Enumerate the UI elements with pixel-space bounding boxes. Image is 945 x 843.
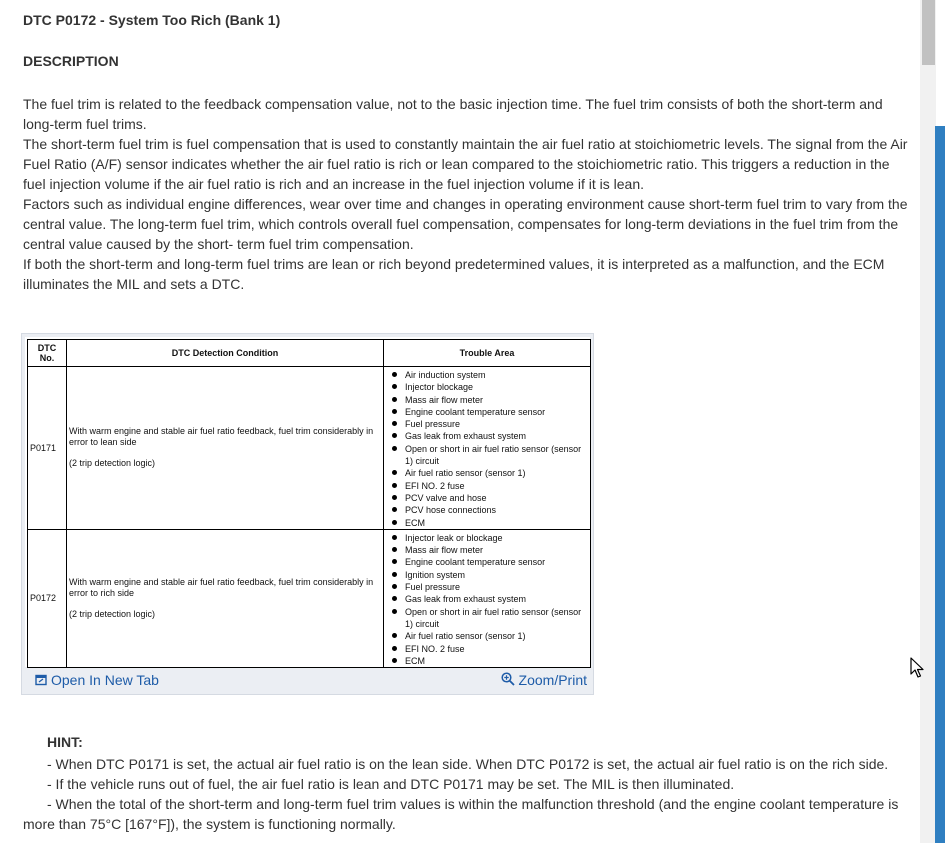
hint-item: - When DTC P0171 is set, the actual air fuel ratio is on the lean side. When DTC P0172 is set, the actual air fuel ratio is on the rich side. (47, 756, 889, 772)
side-panel-edge (935, 126, 945, 843)
list-item: Mass air flow meter (390, 544, 586, 556)
open-new-tab-icon (35, 674, 47, 686)
description-heading: DESCRIPTION (23, 53, 119, 69)
condition-text: With warm engine and stable air fuel ratio feedback, fuel trim considerably in error to rich side (69, 576, 374, 598)
zoom-print-label: Zoom/Print (518, 672, 587, 688)
table-row (28, 529, 591, 667)
trouble-area (384, 367, 591, 530)
hint-heading: HINT: (47, 734, 83, 750)
detection-logic: (2 trip detection logic) (69, 458, 156, 469)
header-detection-condition: DTC Detection Condition (67, 340, 384, 367)
figure-toolbar (22, 667, 593, 694)
open-in-new-tab-label: Open In New Tab (51, 672, 159, 688)
zoom-in-icon (501, 672, 515, 686)
table-row (28, 367, 591, 530)
description-paragraph: If both the short-term and long-term fuel trims are lean or rich beyond predetermined values, it is interpreted as a malfunction, and the ECM illuminates the MIL and sets a DTC. (23, 256, 885, 292)
trouble-area (384, 529, 591, 667)
list-item: Open or short in air fuel ratio sensor (sensor 1) circuit (390, 606, 586, 631)
dtc-table-figure (21, 333, 594, 695)
zoom-print-link[interactable] (501, 672, 587, 688)
page-title: DTC P0172 - System Too Rich (Bank 1) (23, 12, 281, 28)
mouse-pointer-icon (910, 657, 926, 679)
list-item: Fuel pressure (390, 581, 586, 593)
scrollbar-thumb[interactable] (922, 0, 935, 65)
header-trouble-area: Trouble Area (384, 340, 591, 367)
list-item: Mass air flow meter (390, 394, 586, 406)
detection-logic: (2 trip detection logic) (69, 608, 156, 619)
open-in-new-tab-link[interactable] (35, 672, 159, 688)
description-paragraph: The short-term fuel trim is fuel compensation that is used to constantly maintain the air fuel ratio at stoichiometric levels. The signal from the Air Fuel Ratio (A/F) sensor indicates whether the air fuel ratio is rich or lean compared to the stoichiometric ratio. This triggers a reduction in the fuel injection volume if the air fuel ratio is rich and an increase in the fuel injection volume if it is lean. (23, 136, 908, 192)
list-item: PCV hose connections (390, 504, 586, 516)
header-dtc-no: DTC No. (28, 340, 67, 367)
list-item: Injector blockage (390, 381, 586, 393)
dtc-code: P0171 (28, 367, 67, 530)
detection-condition (67, 529, 384, 667)
list-item: Engine coolant temperature sensor (390, 556, 586, 568)
list-item: Fuel pressure (390, 418, 586, 430)
dtc-table-image (25, 337, 590, 667)
list-item: Air induction system (390, 369, 586, 381)
list-item: Air fuel ratio sensor (sensor 1) (390, 630, 586, 642)
list-item: Open or short in air fuel ratio sensor (sensor 1) circuit (390, 443, 586, 468)
list-item: Ignition system (390, 569, 586, 581)
list-item: Gas leak from exhaust system (390, 430, 586, 442)
hint-list (23, 754, 908, 834)
list-item: EFI NO. 2 fuse (390, 643, 586, 655)
list-item: ECM (390, 655, 586, 667)
list-item: Air fuel ratio sensor (sensor 1) (390, 467, 586, 479)
condition-text: With warm engine and stable air fuel ratio feedback, fuel trim considerably in error to lean side (69, 426, 374, 448)
list-item: Engine coolant temperature sensor (390, 406, 586, 418)
detection-condition (67, 367, 384, 530)
dtc-table (27, 339, 591, 668)
list-item: Gas leak from exhaust system (390, 593, 586, 605)
dtc-code: P0172 (28, 529, 67, 667)
list-item: Injector leak or blockage (390, 532, 586, 544)
description-paragraph: The fuel trim is related to the feedback compensation value, not to the basic injection time. The fuel trim consists of both the short-term and long-term fuel trims. (23, 96, 883, 132)
hint-item: - If the vehicle runs out of fuel, the air fuel ratio is lean and DTC P0171 may be set. The MIL is then illuminated. (47, 776, 735, 792)
table-header-row (28, 340, 591, 367)
hint-item: - When the total of the short-term and long-term fuel trim values is within the malfunction threshold (and the engine coolant temperature is more than 75°C [167°F]), the system is functioning normally. (23, 796, 899, 832)
description-paragraph: Factors such as individual engine differences, wear over time and changes in operating environment cause short-term fuel trim to vary from the central value. The long-term fuel trim, which controls overall fuel compensation, compensates for long-term deviations in the fuel trim from the central value caused by the short- term fuel trim compensation. (23, 196, 908, 252)
list-item: PCV valve and hose (390, 492, 586, 504)
list-item: EFI NO. 2 fuse (390, 480, 586, 492)
description-body (23, 94, 908, 294)
list-item: ECM (390, 517, 586, 529)
